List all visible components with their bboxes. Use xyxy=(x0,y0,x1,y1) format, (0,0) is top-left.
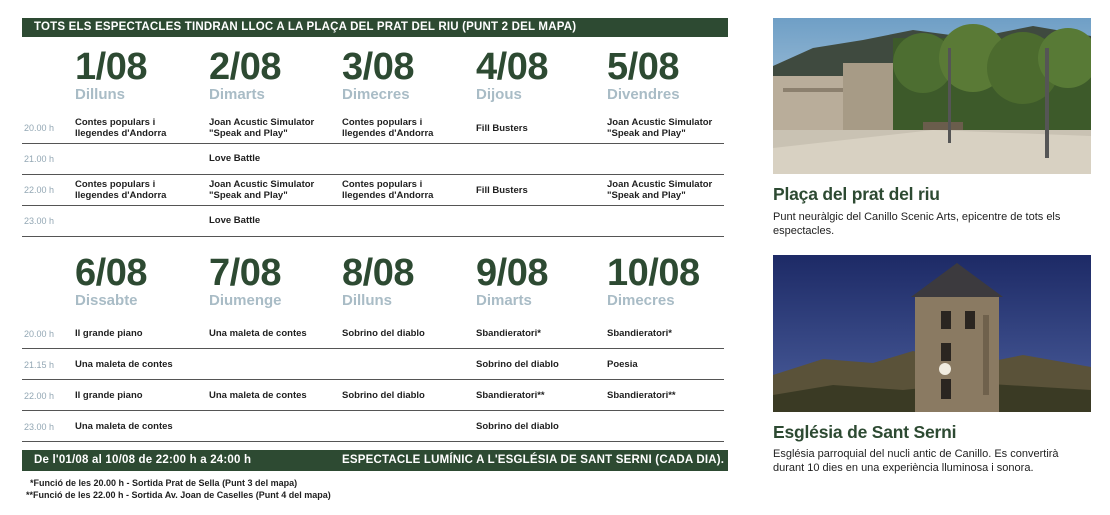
row-time: 21.15 h xyxy=(24,360,55,370)
row-time: 20.00 h xyxy=(24,123,55,133)
show-cell: Poesia xyxy=(607,359,638,370)
show-cell: Contes populars i llegendes d'Andorra xyxy=(75,117,167,139)
show-cell: Joan Acustic Simulator "Speak and Play" xyxy=(607,117,713,139)
place-title: Església de Sant Serni xyxy=(773,422,957,442)
day-header xyxy=(607,254,732,310)
footnotes xyxy=(26,478,331,501)
day-header xyxy=(209,254,343,310)
row-time: 21.00 h xyxy=(24,154,55,164)
day-name: Dimecres xyxy=(607,292,675,309)
day-date: 5/08 xyxy=(607,46,679,88)
show-cell: Joan Acustic Simulator "Speak and Play" xyxy=(209,179,315,201)
place-description: Punt neuràlgic del Canillo Scenic Arts, epicentre de tots els espectacles. xyxy=(773,211,1061,237)
row-time: 23.00 h xyxy=(24,422,55,432)
row-time: 22.00 h xyxy=(24,185,55,195)
show-cell: Una maleta de contes xyxy=(75,421,173,432)
show-cell: Sbandieratori** xyxy=(607,390,676,401)
show-cell: Contes populars i llegendes d'Andorra xyxy=(75,179,167,201)
show-cell: Love Battle xyxy=(209,153,261,164)
day-header xyxy=(75,254,209,310)
day-header xyxy=(476,48,610,104)
place-title: Plaça del prat del riu xyxy=(773,184,940,204)
row-time: 23.00 h xyxy=(24,216,55,226)
show-cell: Sobrino del diablo xyxy=(342,390,425,401)
row-time: 20.00 h xyxy=(24,329,55,339)
show-cell: Il grande piano xyxy=(75,390,143,401)
top-banner xyxy=(22,18,728,37)
day-date: 2/08 xyxy=(209,46,281,88)
bottom-banner xyxy=(22,450,728,471)
schedule-row xyxy=(22,380,724,411)
day-header xyxy=(209,48,343,104)
schedule-row xyxy=(22,113,724,144)
day-date: 3/08 xyxy=(342,46,414,88)
footnote: **Funció de les 22.00 h - Sortida Av. Joan de Caselles (Punt 4 del mapa) xyxy=(26,489,331,500)
show-cell: Joan Acustic Simulator "Speak and Play" xyxy=(607,179,713,201)
day-date: 7/08 xyxy=(209,252,281,294)
show-cell: Joan Acustic Simulator "Speak and Play" xyxy=(209,117,315,139)
row-time: 22.00 h xyxy=(24,391,55,401)
day-header xyxy=(342,254,476,310)
day-name: Divendres xyxy=(607,86,680,103)
show-cell: Una maleta de contes xyxy=(75,359,173,370)
day-date: 8/08 xyxy=(342,252,414,294)
day-header xyxy=(342,48,476,104)
day-date: 9/08 xyxy=(476,252,548,294)
day-name: Dilluns xyxy=(75,86,126,103)
day-header xyxy=(75,48,209,104)
show-cell: Sobrino del diablo xyxy=(476,359,559,370)
show-cell: Una maleta de contes xyxy=(209,390,307,401)
schedule-row xyxy=(22,144,724,175)
schedule-row xyxy=(22,318,724,349)
footnote: *Funció de les 20.00 h - Sortida Prat de Sella (Punt 3 del mapa) xyxy=(30,478,298,488)
schedule-row xyxy=(22,206,724,237)
show-cell: Contes populars i llegendes d'Andorra xyxy=(342,179,434,201)
schedule-row xyxy=(22,349,724,380)
day-date: 10/08 xyxy=(607,252,700,294)
bottom-banner-dates: De l'01/08 al 10/08 de 22:00 h a 24:00 h xyxy=(34,454,252,466)
schedule-row xyxy=(22,175,724,206)
show-cell: Love Battle xyxy=(209,215,261,226)
show-cell: Sobrino del diablo xyxy=(342,328,425,339)
day-name: Dissabte xyxy=(75,292,138,309)
top-banner-text: TOTS ELS ESPECTACLES TINDRAN LLOC A LA PLAÇA DEL PRAT DEL RIU (PUNT 2 DEL MAPA) xyxy=(34,21,577,33)
day-date: 1/08 xyxy=(75,46,147,88)
day-header xyxy=(607,48,741,104)
show-cell: Il grande piano xyxy=(75,328,143,339)
show-cell: Sbandieratori** xyxy=(476,390,545,401)
show-cell: Sbandieratori* xyxy=(476,328,541,339)
day-header xyxy=(476,254,610,310)
schedule-row xyxy=(22,411,724,442)
plaza-photo xyxy=(773,18,1091,174)
show-cell: Una maleta de contes xyxy=(209,328,307,339)
day-name: Dimarts xyxy=(476,292,532,309)
day-date: 6/08 xyxy=(75,252,147,294)
show-cell: Fill Busters xyxy=(476,123,528,134)
day-name: Dimarts xyxy=(209,86,265,103)
show-cell: Contes populars i llegendes d'Andorra xyxy=(342,117,434,139)
church-photo xyxy=(773,255,1091,412)
show-cell: Sobrino del diablo xyxy=(476,421,559,432)
day-name: Dijous xyxy=(476,86,522,103)
place-description: Església parroquial del nucli antic de Canillo. Es convertirà durant 10 dies en una experiència lluminosa i sonora. xyxy=(773,448,1059,474)
day-name: Diumenge xyxy=(209,292,282,309)
day-name: Dilluns xyxy=(342,292,393,309)
day-date: 4/08 xyxy=(476,46,548,88)
bottom-banner-show: ESPECTACLE LUMÍNIC A L'ESGLÉSIA DE SANT SERNI (CADA DIA). xyxy=(342,454,725,466)
show-cell: Fill Busters xyxy=(476,185,528,196)
day-name: Dimecres xyxy=(342,86,410,103)
show-cell: Sbandieratori* xyxy=(607,328,672,339)
